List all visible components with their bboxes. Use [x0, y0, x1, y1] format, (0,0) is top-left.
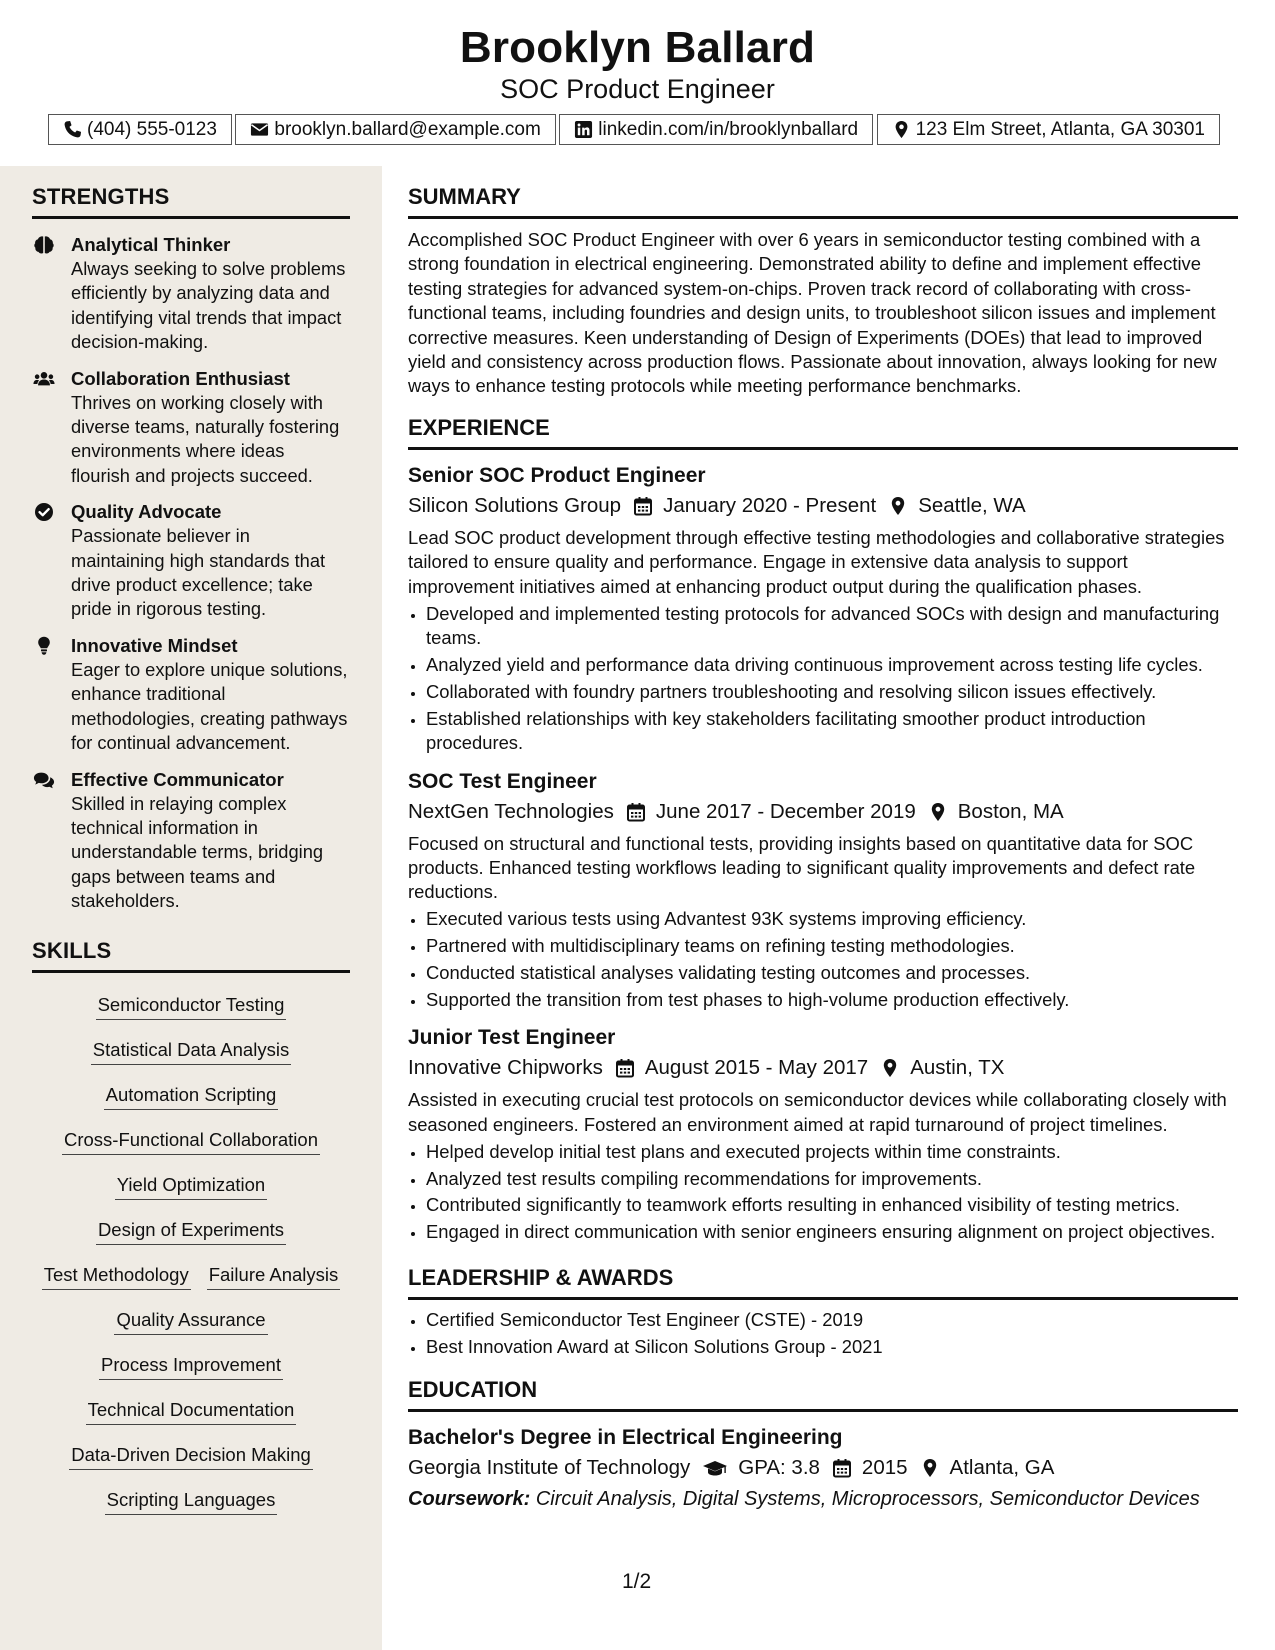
strength-title: Quality Advocate: [71, 501, 222, 523]
main-content: [408, 166, 1238, 1513]
job-bullet: • Analyzed yield and performance data driving continuous improvement across testing life cycles.: [426, 653, 1238, 677]
skill-tag: Semiconductor Testing: [96, 992, 287, 1020]
degree-title: Bachelor's Degree in Electrical Engineering: [408, 1426, 843, 1450]
strengths-section: [32, 184, 350, 914]
graduation-year: 2015: [861, 1456, 908, 1480]
contact-bar: [48, 114, 1220, 145]
strength-item: [32, 233, 350, 355]
calendar-icon: [615, 1058, 635, 1078]
job-description: Lead SOC product development through effective testing methodologies and collaborative strategies tailored to ensure quality and performance. Engage in extensive data analysis to support improvement initiatives aimed at enhancing product output during the qualification phases.: [408, 526, 1225, 597]
candidate-role: SOC Product Engineer: [500, 74, 775, 104]
skill-tag: Cross-Functional Collaboration: [62, 1127, 320, 1155]
job-company: Silicon Solutions Group: [408, 493, 622, 517]
strength-item: [32, 634, 350, 756]
skill-tag: Design of Experiments: [96, 1217, 286, 1245]
job-description: Focused on structural and functional tests, providing insights based on quantitative data for SOC products. Enhanced testing workflows leading to significant quality improvements and defect rate reductions.: [408, 832, 1196, 903]
lightbulb-icon: [33, 636, 55, 656]
strength-title: Analytical Thinker: [71, 234, 231, 255]
job-bullet: • Conducted statistical analyses validating testing outcomes and processes.: [426, 961, 1238, 985]
job-company: NextGen Technologies: [408, 799, 614, 823]
skills-list: [32, 985, 350, 1525]
job-bullet: • Established relationships with key stakeholders facilitating smoother product introduction procedures.: [426, 707, 1238, 756]
education-title: EDUCATION: [408, 1377, 1238, 1412]
map-pin-icon: [920, 1458, 940, 1478]
contact-email[interactable]: [235, 114, 555, 145]
job-location: Boston, MA: [957, 799, 1064, 823]
strength-item: [32, 500, 350, 622]
coursework-list: Circuit Analysis, Digital Systems, Microprocessors, Semiconductor Devices: [535, 1488, 1200, 1511]
job-bullet: • Collaborated with foundry partners troubleshooting and resolving silicon issues effectively.: [426, 680, 1238, 704]
job-bullets: [408, 1140, 1238, 1245]
phone-text: (404) 555-0123: [87, 118, 217, 140]
envelope-icon: [250, 120, 269, 139]
resume-header: [0, 0, 1275, 166]
school-location: Atlanta, GA: [949, 1456, 1055, 1480]
job-entry: [408, 768, 1238, 1013]
job-location: Austin, TX: [910, 1056, 1005, 1080]
linkedin-icon: [574, 120, 593, 139]
award-item: • Best Innovation Award at Silicon Solutions Group - 2021: [426, 1335, 1238, 1359]
job-bullet: • Contributed significantly to teamwork efforts resulting in enhanced visibility of testing metrics.: [426, 1193, 1238, 1217]
map-pin-icon: [928, 802, 948, 822]
address-text: 123 Elm Street, Atlanta, GA 30301: [915, 118, 1205, 140]
job-bullet: • Analyzed test results compiling recommendations for improvements.: [426, 1167, 1238, 1191]
map-pin-icon: [892, 120, 911, 139]
skills-section: [32, 938, 350, 1525]
candidate-name: Brooklyn Ballard: [459, 23, 816, 72]
strength-desc: Eager to explore unique solutions, enhance traditional methodologies, creating pathways for continual advancement.: [71, 658, 348, 754]
skill-tag: Failure Analysis: [207, 1262, 341, 1290]
strength-title: Collaboration Enthusiast: [71, 367, 290, 389]
calendar-icon: [633, 496, 653, 516]
skill-tag: Process Improvement: [99, 1352, 283, 1380]
summary-title: SUMMARY: [408, 184, 1238, 219]
experience-title: EXPERIENCE: [408, 415, 1238, 450]
summary-text: Accomplished SOC Product Engineer with over 6 years in semiconductor testing combined with a strong foundation in electrical engineering. Demonstrated ability to define and implement effective testing strategies for advanced system-on-chips. Proven track record of collaborating with cross-functional teams, including foundries and design units, to troubleshoot silicon issues and implement corrective measures. Keen understanding of Design of Experiments (DOEs) that lead to improved yield and consistency across production flows. Passionate about innovation, always looking for new ways to enhance testing protocols while meeting performance benchmarks.: [408, 229, 1217, 397]
school-name: Georgia Institute of Technology: [408, 1456, 691, 1480]
job-bullet: • Developed and implemented testing protocols for advanced SOCs with design and manufacturing teams.: [426, 602, 1238, 651]
coursework: [408, 1485, 1238, 1513]
job-title: Junior Test Engineer: [408, 1026, 616, 1050]
job-meta: [408, 1053, 1238, 1083]
job-bullets: [408, 602, 1238, 756]
award-item: • Certified Semiconductor Test Engineer (CSTE) - 2019: [426, 1308, 1238, 1332]
strength-item: [32, 768, 350, 914]
strength-title: Effective Communicator: [71, 768, 284, 790]
skill-tag: Data-Driven Decision Making: [69, 1442, 313, 1470]
strength-desc: Thrives on working closely with diverse teams, naturally fostering environments where ideas flourish and projects succeed.: [71, 391, 340, 486]
skill-tag: Scripting Languages: [105, 1487, 278, 1515]
skill-tag: Statistical Data Analysis: [91, 1037, 291, 1065]
skill-tag: Test Methodology: [42, 1262, 191, 1290]
job-bullet: • Partnered with multidisciplinary teams on refining testing methodologies.: [426, 934, 1238, 958]
contact-phone[interactable]: [48, 114, 232, 145]
job-entry: [408, 462, 1238, 756]
job-bullets: [408, 907, 1238, 1012]
skill-tag: Yield Optimization: [115, 1172, 267, 1200]
awards-list: [408, 1308, 1238, 1359]
strength-desc: Skilled in relaying complex technical information in understandable terms, bridging gaps between teams and stakeholders.: [71, 792, 324, 912]
job-bullet: • Helped develop initial test plans and executed projects within time constraints.: [426, 1140, 1238, 1164]
users-icon: [33, 369, 55, 389]
education-meta: [408, 1453, 1238, 1483]
skills-title: SKILLS: [32, 938, 350, 973]
job-dates: June 2017 - December 2019: [655, 799, 916, 823]
job-bullet: • Supported the transition from test phases to high-volume production effectively.: [426, 988, 1238, 1012]
contact-address[interactable]: [877, 114, 1220, 145]
calendar-icon: [832, 1458, 852, 1478]
job-meta: [408, 491, 1238, 521]
strength-desc: Passionate believer in maintaining high standards that drive product excellence; take pride in rigorous testing.: [71, 525, 326, 620]
email-text: brooklyn.ballard@example.com: [274, 118, 541, 140]
job-bullet: • Executed various tests using Advantest 93K systems improving efficiency.: [426, 907, 1238, 931]
strengths-title: STRENGTHS: [32, 184, 350, 219]
sidebar: [0, 166, 382, 1650]
job-company: Innovative Chipworks: [408, 1056, 603, 1080]
job-meta: [408, 797, 1238, 827]
job-title: Senior SOC Product Engineer: [408, 463, 706, 487]
calendar-icon: [626, 802, 646, 822]
skill-tag: Technical Documentation: [86, 1397, 297, 1425]
job-dates: August 2015 - May 2017: [644, 1056, 869, 1080]
graduation-cap-icon: [702, 1458, 728, 1478]
coursework-label: Coursework:: [408, 1488, 531, 1511]
skill-tag: Quality Assurance: [114, 1307, 267, 1335]
gpa: GPA: 3.8: [738, 1456, 820, 1480]
map-pin-icon: [880, 1058, 900, 1078]
map-pin-icon: [888, 496, 908, 516]
job-bullet: • Engaged in direct communication with senior engineers ensuring alignment on project objectives.: [426, 1220, 1238, 1244]
education-entry: [408, 1424, 1238, 1513]
awards-title: LEADERSHIP & AWARDS: [408, 1265, 1238, 1300]
contact-linkedin[interactable]: [559, 114, 873, 145]
check-circle-icon: [33, 502, 55, 522]
job-description: Assisted in executing crucial test protocols on semiconductor devices while collaborating closely with seasoned engineers. Fostered an environment aimed at rapid turnaround of project timelines.: [408, 1089, 1227, 1135]
strength-desc: Always seeking to solve problems efficiently by analyzing data and identifying vital trends that impact decision-making.: [71, 258, 346, 353]
brain-icon: [33, 235, 55, 255]
phone-icon: [63, 120, 82, 139]
page-number: 1/2: [622, 1570, 652, 1593]
linkedin-text: linkedin.com/in/brooklynballard: [598, 118, 859, 140]
strength-title: Innovative Mindset: [71, 634, 238, 656]
job-dates: January 2020 - Present: [663, 493, 877, 517]
job-location: Seattle, WA: [918, 493, 1026, 517]
skill-tag: Automation Scripting: [104, 1082, 279, 1110]
comments-icon: [33, 770, 55, 790]
job-title: SOC Test Engineer: [408, 769, 597, 793]
job-entry: [408, 1024, 1238, 1244]
strength-item: [32, 367, 350, 489]
